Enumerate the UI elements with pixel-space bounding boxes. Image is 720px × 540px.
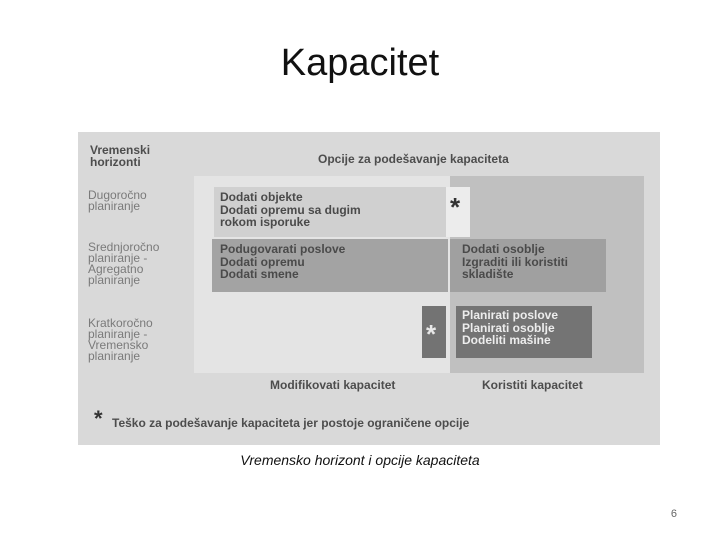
- horizon-long-label: Dugoročno planiranje: [88, 188, 147, 213]
- slide-title: Kapacitet: [280, 42, 440, 84]
- long-term-asterisk: *: [450, 192, 461, 222]
- page-number: 6: [670, 508, 677, 520]
- medium-left-options: Podugovarati poslove Dodati opremu Dodati smene: [220, 242, 346, 281]
- short-term-asterisk: *: [426, 319, 437, 349]
- short-right-options: Planirati poslove Planirati osoblje Dodeliti mašine: [462, 308, 559, 347]
- footnote-asterisk: *: [94, 406, 103, 431]
- figure-caption: Vremensko horizont i opcije kapaciteta: [240, 452, 480, 468]
- horizon-medium-label: Srednjoročno planiranje - Agregatno planiranje: [88, 240, 160, 287]
- options-header: Opcije za podešavanje kapaciteta: [318, 152, 509, 166]
- footnote-text: Teško za podešavanje kapaciteta jer postoje ograničene opcije: [112, 416, 470, 430]
- long-term-options: Dodati objekte Dodati opremu sa dugim rokom isporuke: [220, 190, 361, 229]
- modify-capacity-label: Modifikovati kapacitet: [270, 378, 396, 392]
- horizon-short-label: Kratkoročno planiranje - Vremensko planiranje: [88, 316, 153, 363]
- use-capacity-label: Koristiti kapacitet: [482, 378, 583, 392]
- medium-right-options: Dodati osoblje Izgraditi ili koristiti skladište: [462, 242, 569, 281]
- horizons-header: Vremenski horizonti: [90, 143, 151, 169]
- capacity-diagram: [78, 132, 660, 445]
